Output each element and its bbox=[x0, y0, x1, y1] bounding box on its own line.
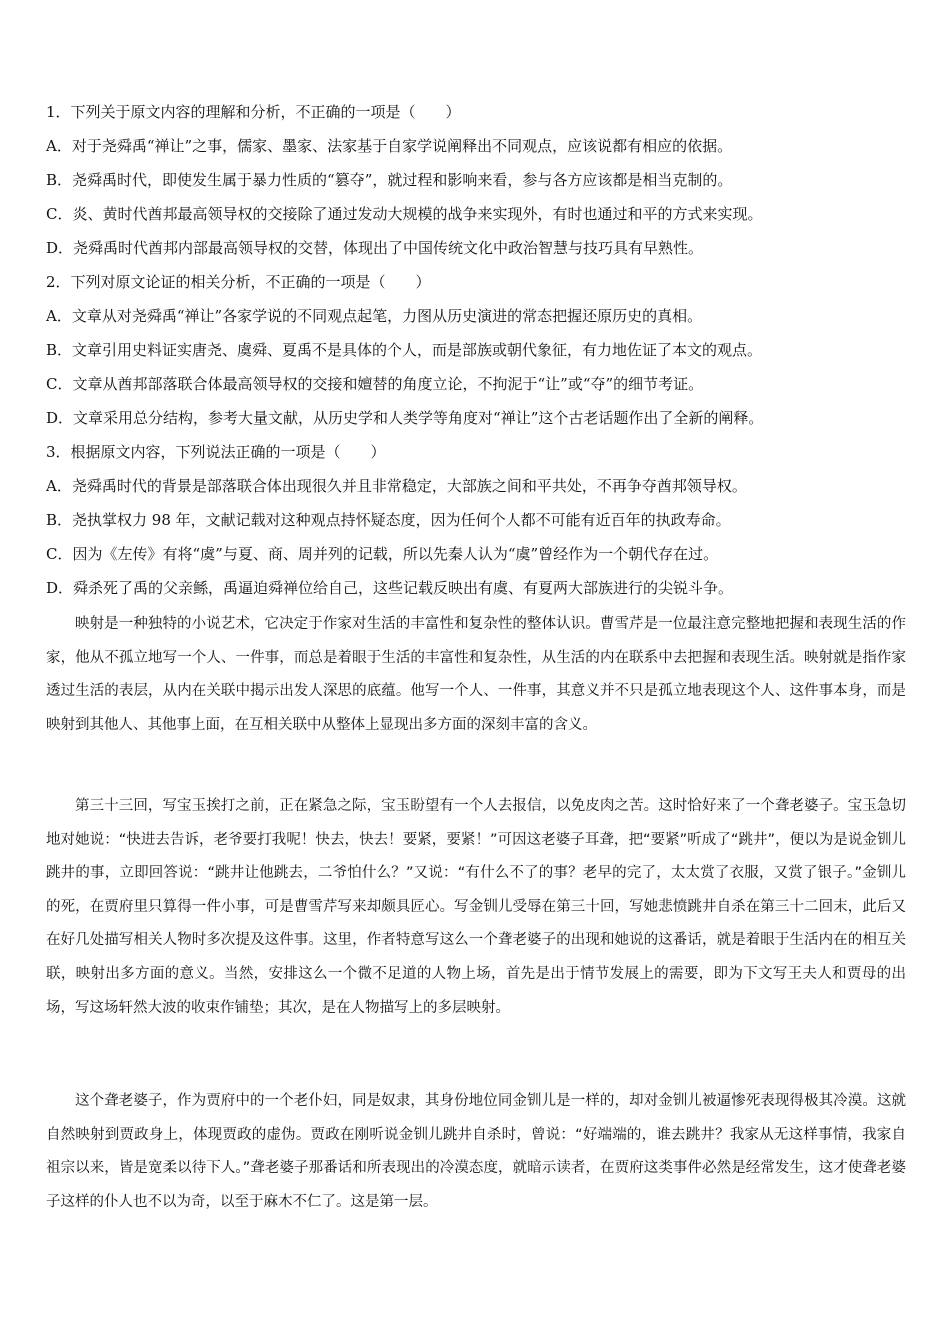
passage-paragraph-2: 第三十三回，写宝玉挨打之前，正在紧急之际，宝玉盼望有一个人去报信，以免皮肉之苦。这时恰好来了一个聋老婆子。宝玉急切地对她说：“快进去告诉，老爷要打我呢！快去，快去！要紧，要紧！”可因这老婆子耳聋，把“要紧”听成了“跳井”，便以为是说金钏儿跳井的事，立即回答说：“跳井让他跳去，二爷怕什么？”又说：“有什么不了的事？老早的完了，太太赏了衣服，又赏了银子。”金钏儿的死，在贾府里只算得一件小事，可是曹雪芹写来却颇具匠心。写金钏儿受辱在第三十回，写她悲愤跳井自杀在第三十二回末，此后又在好几处描写相关人物时多次提及这件事。这里，作者特意写这么一个聋老婆子的出现和她说的这番话，就是着眼于生活内在的相互关联，映射出多方面的意义。当然，安排这么一个微不足道的人物上场，首先是出于情节发展上的需要，即为下文写王夫人和贾母的出场，写这场轩然大波的收束作铺垫；其次，是在人物描写上的多层映射。 bbox=[46, 798, 906, 1016]
passage-paragraph-3: 这个聋老婆子，作为贾府中的一个老仆妇，同是奴隶，其身份地位同金钏儿是一样的，却对金钏儿被逼惨死表现得极其冷漠。这就自然映射到贾政身上，体现贾政的虚伪。贾政在刚听说金钏儿跳井自杀时，曾说：“好端端的，谁去跳井？我家从无这样事情，我家自祖宗以来，皆是宽柔以待下人。”聋老婆子那番话和所表现出的冷漠态度，就暗示读者，在贾府这类事件必然是经常发生，这才使聋老婆子这样的仆人也不以为奇，以至于麻木不仁了。这是第一层。 bbox=[46, 1093, 906, 1210]
question-1-option-c: C．炎、黄时代酋邦最高领导权的交接除了通过发动大规模的战争来实现外，有时也通过和平的方式来实现。 bbox=[46, 205, 763, 223]
question-3-option-a: A．尧舜禹时代的背景是部落联合体出现很久并且非常稳定，大部族之间和平共处，不再争夺酋邦领导权。 bbox=[46, 477, 747, 495]
question-3-option-c: C．因为《左传》有将“虞”与夏、商、周并列的记载，所以先秦人认为“虞”曾经作为一个朝代存在过。 bbox=[46, 545, 719, 563]
question-2-option-c: C．文章从酋邦部落联合体最高领导权的交接和嬗替的角度立论，不拘泥于“让”或“夺”的细节考证。 bbox=[46, 375, 704, 393]
question-1-stem: 1．下列关于原文内容的理解和分析，不正确的一项是（ ） bbox=[46, 103, 461, 121]
question-2-stem: 2．下列对原文论证的相关分析，不正确的一项是（ ） bbox=[46, 273, 431, 291]
question-3-option-b: B．尧执掌权力 98 年，文献记载对这种观点持怀疑态度，因为任何个人都不可能有近百年的执政寿命。 bbox=[46, 511, 731, 529]
question-3-option-d: D．舜杀死了禹的父亲鲧，禹逼迫舜禅位给自己，这些记载反映出有虞、有夏两大部族进行的尖锐斗争。 bbox=[46, 579, 734, 597]
passage-paragraph-1: 映射是一种独特的小说艺术，它决定于作家对生活的丰富性和复杂性的整体认识。曹雪芹是一位最注意完整地把握和表现生活的作家，他从不孤立地写一个人、一件事，而总是着眼于生活的丰富性和复杂性，从生活的内在联系中去把握和表现生活。映射就是指作家透过生活的表层，从内在关联中揭示出发人深思的底蕴。他写一个人、一件事，其意义并不只是孤立地表现这个人、这件事本身，而是映射到其他人、其他事上面，在互相关联中从整体上显现出多方面的深刻丰富的含义。 bbox=[46, 616, 906, 733]
question-1-option-b: B．尧舜禹时代，即使发生属于暴力性质的“篡夺”，就过程和影响来看，参与各方应该都是相当克制的。 bbox=[46, 171, 733, 189]
question-3-stem: 3．根据原文内容，下列说法正确的一项是（ ） bbox=[46, 443, 386, 461]
question-1-option-a: A．对于尧舜禹“禅让”之事，儒家、墨家、法家基于自家学说阐释出不同观点，应该说都有相应的依据。 bbox=[46, 137, 733, 155]
question-1-option-d: D．尧舜禹时代酋邦内部最高领导权的交替，体现出了中国传统文化中政治智慧与技巧具有早熟性。 bbox=[46, 239, 704, 257]
question-2-option-b: B．文章引用史料证实唐尧、虞舜、夏禹不是具体的个人，而是部族或朝代象征，有力地佐证了本文的观点。 bbox=[46, 341, 763, 359]
question-2-option-a: A．文章从对尧舜禹“禅让”各家学说的不同观点起笔，力图从历史演进的常态把握还原历史的真相。 bbox=[46, 307, 703, 325]
question-2-option-d: D．文章采用总分结构，参考大量文献，从历史学和人类学等角度对“禅让”这个古老话题作出了全新的阐释。 bbox=[46, 409, 764, 427]
